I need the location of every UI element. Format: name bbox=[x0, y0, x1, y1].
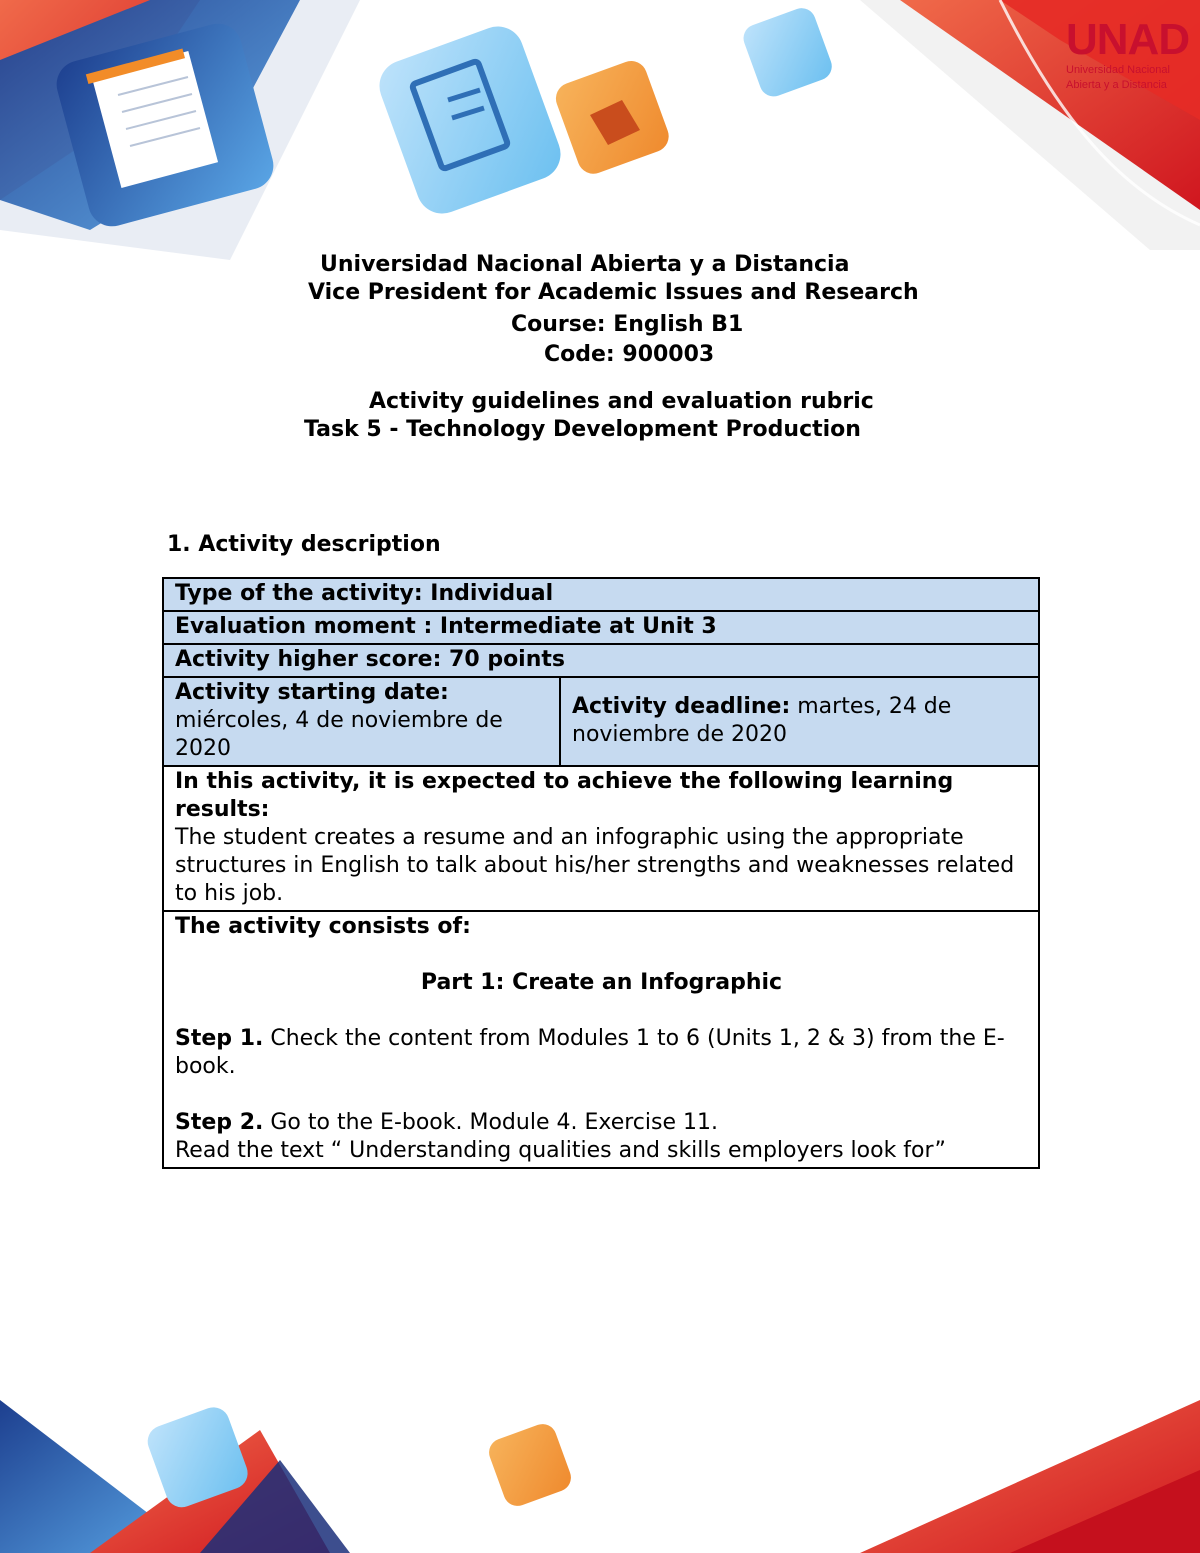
consists-label: The activity consists of: bbox=[175, 914, 471, 939]
logo-subtitle-1: Universidad Nacional bbox=[1066, 64, 1170, 76]
task-title: Task 5 - Technology Development Production bbox=[304, 417, 861, 442]
clipboard-icon bbox=[372, 19, 568, 221]
evaluation-moment: Evaluation moment : Intermediate at Unit 3 bbox=[163, 611, 1039, 644]
code-line: Code: 900003 bbox=[544, 342, 715, 367]
vice-president-line: Vice President for Academic Issues and Research bbox=[308, 280, 919, 305]
starting-date-cell bbox=[163, 677, 560, 766]
step1-text: Check the content from Modules 1 to 6 (Units 1, 2 & 3) from the E-book. bbox=[175, 1026, 1005, 1079]
deadline-label: Activity deadline: bbox=[572, 694, 791, 719]
type-of-activity: Type of the activity: Individual bbox=[163, 578, 1039, 611]
section-title: 1. Activity description bbox=[167, 532, 441, 557]
step2-text: Go to the E-book. Module 4. Exercise 11. bbox=[270, 1110, 718, 1135]
starting-date-value: miércoles, 4 de noviembre de 2020 bbox=[175, 708, 503, 761]
logo-mark: UNAD bbox=[1066, 15, 1190, 64]
learning-results-cell bbox=[163, 766, 1039, 911]
learning-results-label: In this activity, it is expected to achieve the following learning results: bbox=[175, 769, 954, 822]
logo-subtitle-2: Abierta y a Distancia bbox=[1066, 79, 1167, 91]
part1-title: Part 1: Create an Infographic bbox=[420, 970, 783, 995]
step2 bbox=[175, 1109, 1028, 1137]
guidelines-title: Activity guidelines and evaluation rubric bbox=[369, 389, 874, 414]
step1 bbox=[175, 1025, 1028, 1081]
higher-score: Activity higher score: 70 points bbox=[163, 644, 1039, 677]
unad-logo bbox=[1066, 15, 1190, 92]
activity-consists-cell bbox=[163, 911, 1039, 1168]
activity-description-table bbox=[162, 577, 1040, 1169]
learning-results-text: The student creates a resume and an infographic using the appropriate structures in English to talk about his/her strengths and weaknesses related to his job. bbox=[175, 825, 1015, 906]
university-name: Universidad Nacional Abierta y a Distancia bbox=[320, 252, 850, 277]
starting-date-label: Activity starting date: bbox=[175, 680, 449, 705]
book-icon bbox=[551, 56, 673, 178]
course-line: Course: English B1 bbox=[511, 312, 744, 337]
step1-label: Step 1. bbox=[175, 1026, 264, 1051]
deadline-value: martes, 24 de noviembre de 2020 bbox=[572, 694, 952, 747]
deadline-cell bbox=[560, 677, 1039, 766]
step2-label: Step 2. bbox=[175, 1110, 264, 1135]
step2-text-2: Read the text “ Understanding qualities and skills employers look for” bbox=[175, 1138, 946, 1163]
